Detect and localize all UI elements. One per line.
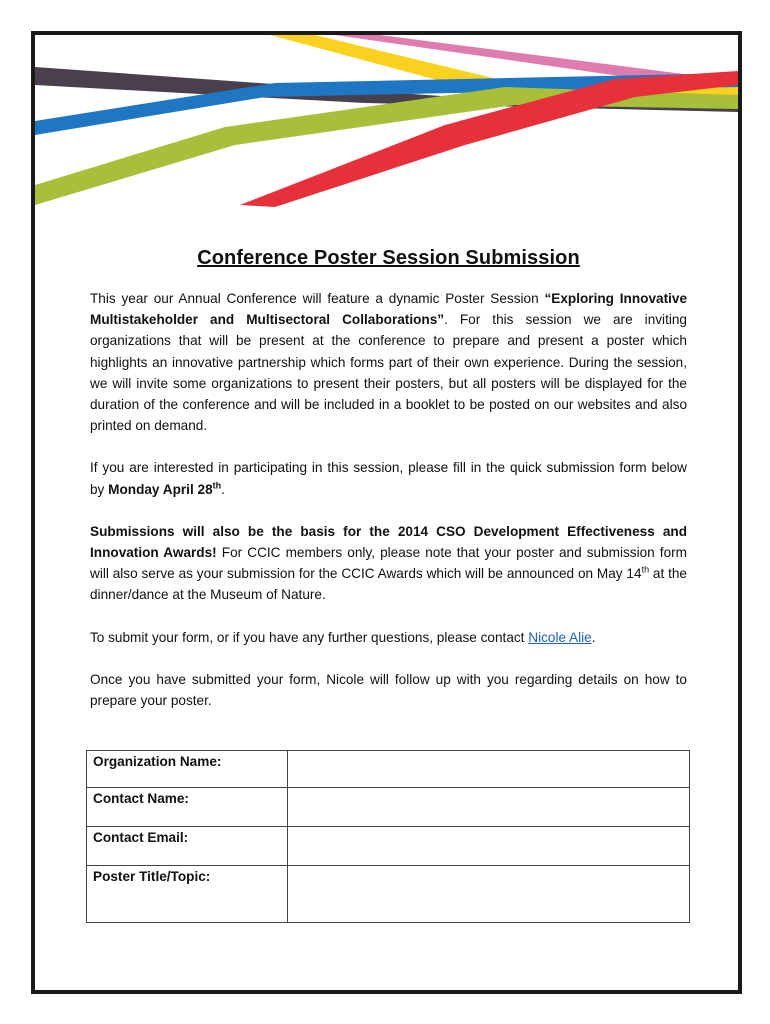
- contact-name-field[interactable]: [288, 788, 690, 827]
- submission-form-table: [86, 750, 690, 923]
- document-body: [90, 247, 687, 732]
- awards-paragraph: [90, 521, 687, 606]
- session-title-bold: “Exploring Innovative Multistakeholder and Multisectoral Collaborations”: [90, 291, 688, 328]
- deadline-date-suffix: th: [212, 480, 222, 491]
- form-row-contact: [87, 788, 690, 827]
- awards-text-1: For CCIC members only, please note that your poster and submission form will also serve as your submission for the CCIC Awards which will be announced on May 14: [90, 545, 687, 582]
- deadline-date: Monday April 28: [108, 481, 213, 497]
- deadline-text-2: .: [221, 481, 225, 497]
- intro-text-2: . For this session we are inviting organizations that will be present at the conference to prepare and present a poster which highlights an innovative partnership which forms part of their own experience. During the session, we will invite some organizations to present their posters, but all posters will be displayed for the duration of the conference and will be included in a booklet to be posted on our websites and also printed on demand.: [90, 312, 687, 434]
- poster-topic-field[interactable]: [288, 866, 690, 923]
- followup-paragraph: [90, 669, 687, 711]
- intro-paragraph: [90, 288, 687, 436]
- intro-text-1: This year our Annual Conference will feature a dynamic Poster Session: [90, 291, 545, 306]
- deadline-date-bold: [108, 482, 221, 497]
- contact-name-label: Contact Name:: [87, 788, 288, 827]
- contact-email-field[interactable]: [288, 827, 690, 866]
- poster-topic-label: Poster Title/Topic:: [87, 866, 288, 923]
- form-row-topic: [87, 866, 690, 923]
- awards-text-2: at the dinner/dance at the Museum of Nature.: [90, 566, 687, 603]
- page-frame: [31, 31, 742, 994]
- form-row-organization: [87, 751, 690, 788]
- organization-name-field[interactable]: [288, 751, 690, 788]
- contact-link[interactable]: Nicole Alie: [528, 629, 592, 645]
- page-title: Conference Poster Session Submission: [197, 247, 580, 269]
- followup-text: Once you have submitted your form, Nicole will follow up with you regarding details on how to prepare your poster.: [90, 671, 687, 709]
- awards-date-suffix: th: [641, 564, 650, 575]
- contact-text-2: .: [591, 629, 596, 645]
- awards-bold: Submissions will also be the basis for the 2014 CSO Development Effectiveness and Innovation Awards!: [90, 523, 687, 561]
- contact-text-1: To submit your form, or if you have any further questions, please contact: [90, 629, 529, 645]
- form-row-email: [87, 827, 690, 866]
- contact-email-label: Contact Email:: [87, 827, 288, 866]
- deadline-text-1: If you are interested in participating in this session, please fill in the quick submission form below by: [90, 460, 687, 497]
- contact-paragraph: [90, 627, 687, 648]
- ribbon-banner-graphic: [35, 35, 738, 235]
- deadline-paragraph: [90, 457, 687, 499]
- organization-name-label: Organization Name:: [87, 751, 288, 788]
